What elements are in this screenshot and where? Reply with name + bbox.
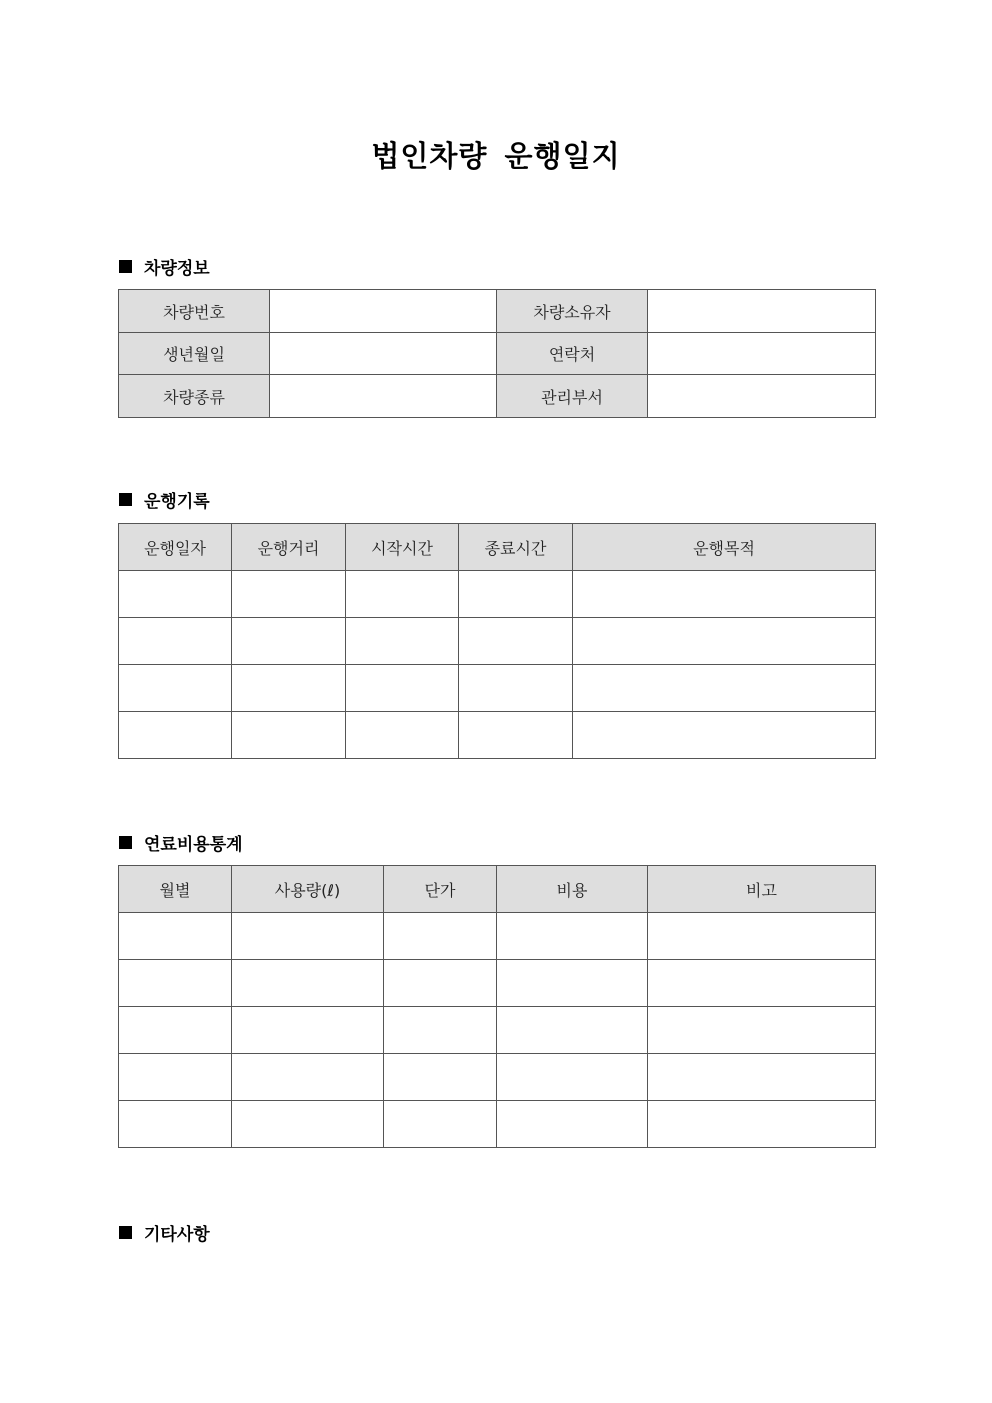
vehicle-owner-field[interactable] bbox=[648, 290, 876, 333]
label-managing-dept: 관리부서 bbox=[497, 375, 648, 418]
table-cell[interactable] bbox=[384, 1101, 497, 1148]
fuel-stats-table bbox=[118, 865, 876, 1148]
table-cell[interactable] bbox=[648, 913, 876, 960]
square-bullet-icon bbox=[119, 260, 132, 273]
table-cell[interactable] bbox=[119, 618, 232, 665]
table-cell[interactable] bbox=[648, 1054, 876, 1101]
column-header-unit-price: 단가 bbox=[384, 866, 497, 913]
square-bullet-icon bbox=[119, 493, 132, 506]
birth-date-field[interactable] bbox=[270, 333, 497, 375]
table-cell[interactable] bbox=[573, 712, 876, 759]
table-row bbox=[119, 960, 876, 1007]
label-vehicle-owner: 차량소유자 bbox=[497, 290, 648, 333]
table-cell[interactable] bbox=[459, 618, 573, 665]
table-cell[interactable] bbox=[384, 913, 497, 960]
column-header-cost: 비용 bbox=[497, 866, 648, 913]
label-birth-date: 생년월일 bbox=[119, 333, 270, 375]
table-cell[interactable] bbox=[119, 960, 232, 1007]
table-row bbox=[119, 290, 876, 333]
square-bullet-icon bbox=[119, 1226, 132, 1239]
table-cell[interactable] bbox=[384, 1054, 497, 1101]
table-cell[interactable] bbox=[459, 712, 573, 759]
section-title: 운행기록 bbox=[144, 492, 210, 512]
section-title: 기타사항 bbox=[144, 1225, 210, 1245]
table-row bbox=[119, 333, 876, 375]
table-cell[interactable] bbox=[346, 618, 459, 665]
table-row bbox=[119, 1101, 876, 1148]
table-row bbox=[119, 913, 876, 960]
table-cell[interactable] bbox=[573, 571, 876, 618]
table-cell[interactable] bbox=[648, 960, 876, 1007]
table-cell[interactable] bbox=[232, 1007, 384, 1054]
table-cell[interactable] bbox=[232, 571, 346, 618]
table-row bbox=[119, 618, 876, 665]
table-cell[interactable] bbox=[119, 665, 232, 712]
vehicle-type-field[interactable] bbox=[270, 375, 497, 418]
column-header-remarks: 비고 bbox=[648, 866, 876, 913]
table-row bbox=[119, 665, 876, 712]
table-cell[interactable] bbox=[384, 1007, 497, 1054]
table-row bbox=[119, 712, 876, 759]
driving-record-table bbox=[118, 523, 876, 759]
label-contact: 연락처 bbox=[497, 333, 648, 375]
table-cell[interactable] bbox=[459, 665, 573, 712]
label-vehicle-type: 차량종류 bbox=[119, 375, 270, 418]
table-cell[interactable] bbox=[232, 1054, 384, 1101]
column-header-month: 월별 bbox=[119, 866, 232, 913]
table-row bbox=[119, 1054, 876, 1101]
table-cell[interactable] bbox=[119, 1101, 232, 1148]
table-cell[interactable] bbox=[346, 712, 459, 759]
table-header-row bbox=[119, 524, 876, 571]
table-cell[interactable] bbox=[346, 571, 459, 618]
table-cell[interactable] bbox=[573, 618, 876, 665]
table-cell[interactable] bbox=[648, 1007, 876, 1054]
vehicle-info-table bbox=[118, 289, 876, 418]
table-cell[interactable] bbox=[232, 618, 346, 665]
section-heading-fuel-stats bbox=[119, 830, 243, 855]
table-cell[interactable] bbox=[573, 665, 876, 712]
table-cell[interactable] bbox=[346, 665, 459, 712]
table-row bbox=[119, 1007, 876, 1054]
table-cell[interactable] bbox=[497, 960, 648, 1007]
page-title: 법인차량 운행일지 bbox=[371, 139, 621, 173]
column-header-distance: 운행거리 bbox=[232, 524, 346, 571]
square-bullet-icon bbox=[119, 836, 132, 849]
table-header-row bbox=[119, 866, 876, 913]
table-cell[interactable] bbox=[497, 1101, 648, 1148]
section-heading-notes bbox=[119, 1220, 210, 1245]
table-cell[interactable] bbox=[232, 665, 346, 712]
table-cell[interactable] bbox=[648, 1101, 876, 1148]
table-cell[interactable] bbox=[119, 1007, 232, 1054]
column-header-purpose: 운행목적 bbox=[573, 524, 876, 571]
table-cell[interactable] bbox=[119, 712, 232, 759]
section-heading-driving-record bbox=[119, 487, 210, 512]
column-header-usage: 사용량(ℓ) bbox=[232, 866, 384, 913]
table-cell[interactable] bbox=[119, 1054, 232, 1101]
table-cell[interactable] bbox=[497, 913, 648, 960]
section-heading-vehicle-info bbox=[119, 254, 210, 279]
table-cell[interactable] bbox=[384, 960, 497, 1007]
column-header-start-time: 시작시간 bbox=[346, 524, 459, 571]
label-vehicle-number: 차량번호 bbox=[119, 290, 270, 333]
managing-dept-field[interactable] bbox=[648, 375, 876, 418]
table-cell[interactable] bbox=[119, 571, 232, 618]
contact-field[interactable] bbox=[648, 333, 876, 375]
table-cell[interactable] bbox=[232, 712, 346, 759]
table-cell[interactable] bbox=[459, 571, 573, 618]
table-cell[interactable] bbox=[232, 913, 384, 960]
table-cell[interactable] bbox=[497, 1054, 648, 1101]
table-row bbox=[119, 375, 876, 418]
section-title: 차량정보 bbox=[144, 259, 210, 279]
column-header-end-time: 종료시간 bbox=[459, 524, 573, 571]
table-cell[interactable] bbox=[232, 960, 384, 1007]
table-row bbox=[119, 571, 876, 618]
table-cell[interactable] bbox=[232, 1101, 384, 1148]
table-cell[interactable] bbox=[497, 1007, 648, 1054]
column-header-date: 운행일자 bbox=[119, 524, 232, 571]
vehicle-number-field[interactable] bbox=[270, 290, 497, 333]
section-title: 연료비용통계 bbox=[144, 835, 243, 855]
table-cell[interactable] bbox=[119, 913, 232, 960]
